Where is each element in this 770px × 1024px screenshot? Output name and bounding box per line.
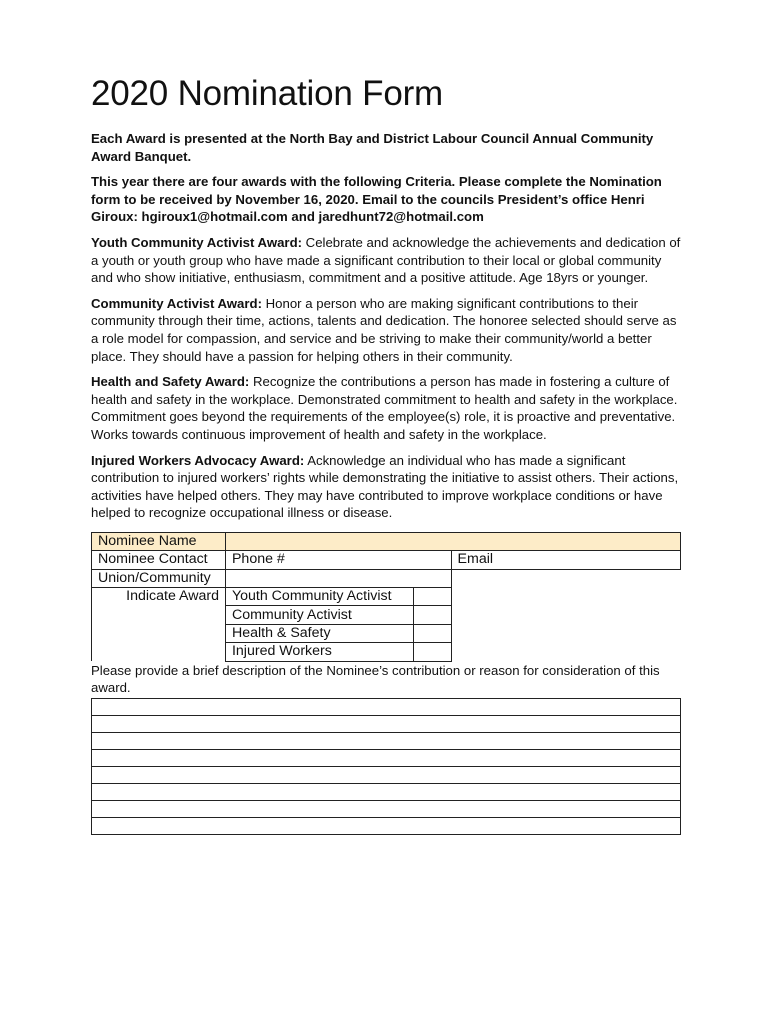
award-youth-community-activist <box>91 234 681 287</box>
description-field[interactable] <box>91 698 681 835</box>
union-field[interactable] <box>225 569 451 587</box>
union-label: Union/Community <box>92 569 226 587</box>
description-line <box>92 818 680 834</box>
award-name: Community Activist Award: <box>91 295 262 311</box>
description-line <box>92 733 680 750</box>
award-checkbox-health-safety[interactable] <box>413 624 451 642</box>
indicate-award-label: Indicate Award <box>92 588 226 662</box>
nomination-table <box>91 532 681 662</box>
page-title: 2020 Nomination Form <box>91 74 443 113</box>
email-label: Email <box>457 551 494 568</box>
award-checkbox-injured-workers[interactable] <box>413 643 451 661</box>
award-option-label: Injured Workers <box>225 643 413 661</box>
nominee-contact-row <box>92 551 681 569</box>
award-description: Acknowledge an individual who has made a significant contribution to injured workers’ rights while demonstrating the initiative to assist others. Their actions, activities have helped others. They may have contributed to improve workplace conditions or have helped to recognize occupational illness or disease. <box>91 452 679 521</box>
award-name: Youth Community Activist Award: <box>91 234 303 250</box>
instructions-paragraph: This year there are four awards with the following Criteria. Please complete the Nomination form to be received by November 16, 2020. Email to the councils President’s office Henri Giroux: hgiroux1@hotmail.com and jaredhunt72@hotmail.com <box>91 174 662 225</box>
description-line <box>92 784 680 801</box>
document-page <box>91 72 681 835</box>
description-line <box>92 750 680 767</box>
description-prompt: Please provide a brief description of the Nominee’s contribution or reason for consideration of this award. <box>91 662 660 696</box>
union-row <box>92 569 681 587</box>
award-description: Celebrate and acknowledge the achievements and dedication of a youth or youth group who have made a significant contribution to their local or global community and who show initiative, enthusiasm, commitment and a positive attitude. Age 18yrs or younger. <box>91 234 681 286</box>
description-line <box>92 767 680 784</box>
award-checkbox-youth[interactable] <box>413 588 451 606</box>
award-option-label: Community Activist <box>225 606 413 624</box>
nominee-name-label: Nominee Name <box>92 532 226 550</box>
award-name: Health and Safety Award: <box>91 374 250 390</box>
award-option-row <box>92 588 681 606</box>
description-line <box>92 699 680 716</box>
description-line <box>92 716 680 733</box>
email-field[interactable] <box>451 551 680 569</box>
award-checkbox-community[interactable] <box>413 606 451 624</box>
award-description: Recognize the contributions a person has made in fostering a culture of health and safety in the workplace. Demonstrated commitment to health and safety in the workplace. Commitment goes beyond the requirements of the employee(s) role, it is proactive and preventative. Works towards continuous improvement of health and safety in the workplace. <box>91 374 678 442</box>
award-name: Injured Workers Advocacy Award: <box>91 452 305 468</box>
description-line <box>92 801 680 818</box>
award-option-label: Health & Safety <box>225 624 413 642</box>
award-community-activist <box>91 295 681 365</box>
phone-field[interactable] <box>225 551 451 569</box>
award-health-and-safety <box>91 373 681 443</box>
nominee-name-field[interactable] <box>225 532 680 550</box>
phone-label: Phone # <box>231 551 285 568</box>
award-injured-workers-advocacy <box>91 452 681 522</box>
intro-paragraph: Each Award is presented at the North Bay and District Labour Council Annual Community Award Banquet. <box>91 131 654 164</box>
nominee-contact-label: Nominee Contact <box>92 551 226 569</box>
nominee-name-row <box>92 532 681 550</box>
award-option-label: Youth Community Activist <box>225 588 413 606</box>
award-description: Honor a person who are making significant contributions to their community through their time, actions, talents and dedication. The honoree selected should serve as a role model for compassion, and service and be striving to make their community/world a better place. They should have a passion for helping others in their community. <box>91 295 677 364</box>
